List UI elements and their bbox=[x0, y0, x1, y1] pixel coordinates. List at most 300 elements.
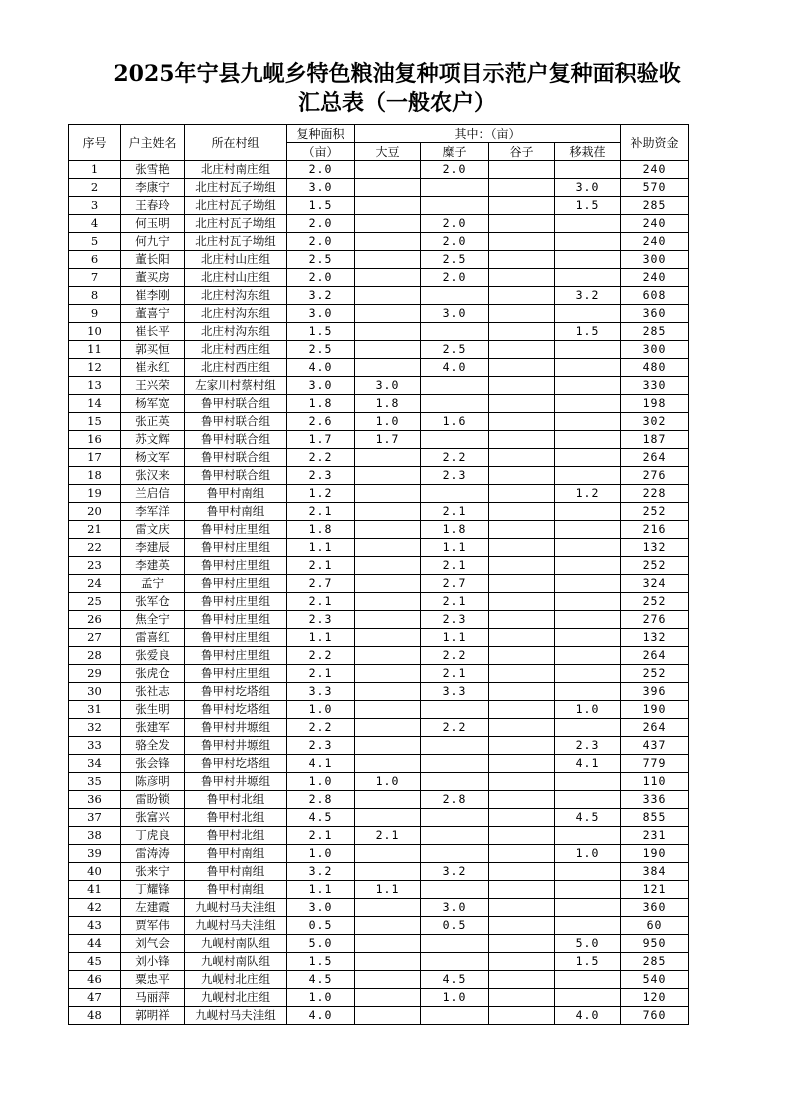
cell-group: 北庄村沟东组 bbox=[185, 305, 287, 323]
cell-transplant bbox=[555, 557, 621, 575]
cell-foxtail bbox=[489, 1007, 555, 1025]
cell-subsidy: 760 bbox=[621, 1007, 689, 1025]
cell-soy bbox=[355, 809, 421, 827]
cell-subsidy: 300 bbox=[621, 341, 689, 359]
cell-area: 2.0 bbox=[287, 215, 355, 233]
cell-soy bbox=[355, 305, 421, 323]
cell-subsidy: 276 bbox=[621, 467, 689, 485]
cell-foxtail bbox=[489, 449, 555, 467]
cell-millet: 0.5 bbox=[421, 917, 489, 935]
cell-seq: 10 bbox=[69, 323, 121, 341]
cell-subsidy: 276 bbox=[621, 611, 689, 629]
cell-area: 2.7 bbox=[287, 575, 355, 593]
cell-foxtail bbox=[489, 971, 555, 989]
cell-foxtail bbox=[489, 215, 555, 233]
cell-soy: 1.0 bbox=[355, 413, 421, 431]
cell-name: 崔长平 bbox=[121, 323, 185, 341]
cell-name: 李康宁 bbox=[121, 179, 185, 197]
cell-subsidy: 190 bbox=[621, 845, 689, 863]
cell-foxtail bbox=[489, 935, 555, 953]
cell-name: 雷文庆 bbox=[121, 521, 185, 539]
cell-name: 张军仓 bbox=[121, 593, 185, 611]
cell-millet: 2.7 bbox=[421, 575, 489, 593]
cell-name: 左建霞 bbox=[121, 899, 185, 917]
cell-soy: 2.1 bbox=[355, 827, 421, 845]
cell-seq: 42 bbox=[69, 899, 121, 917]
cell-soy bbox=[355, 755, 421, 773]
table-row bbox=[69, 377, 689, 395]
cell-transplant: 1.5 bbox=[555, 323, 621, 341]
cell-group: 九岘村马夫洼组 bbox=[185, 899, 287, 917]
cell-millet: 2.2 bbox=[421, 449, 489, 467]
cell-area: 1.5 bbox=[287, 197, 355, 215]
cell-seq: 8 bbox=[69, 287, 121, 305]
cell-foxtail bbox=[489, 593, 555, 611]
cell-millet bbox=[421, 197, 489, 215]
cell-foxtail bbox=[489, 377, 555, 395]
cell-subsidy: 264 bbox=[621, 719, 689, 737]
cell-foxtail bbox=[489, 647, 555, 665]
cell-subsidy: 336 bbox=[621, 791, 689, 809]
cell-subsidy: 252 bbox=[621, 503, 689, 521]
cell-transplant bbox=[555, 827, 621, 845]
cell-foxtail bbox=[489, 251, 555, 269]
table-row bbox=[69, 269, 689, 287]
cell-name: 雷喜红 bbox=[121, 629, 185, 647]
cell-millet: 2.8 bbox=[421, 791, 489, 809]
cell-name: 孟宁 bbox=[121, 575, 185, 593]
cell-foxtail bbox=[489, 701, 555, 719]
cell-area: 3.2 bbox=[287, 287, 355, 305]
cell-seq: 1 bbox=[69, 161, 121, 179]
cell-transplant bbox=[555, 773, 621, 791]
cell-millet bbox=[421, 935, 489, 953]
table-row bbox=[69, 179, 689, 197]
cell-seq: 3 bbox=[69, 197, 121, 215]
cell-group: 鲁甲村南组 bbox=[185, 503, 287, 521]
cell-name: 张建军 bbox=[121, 719, 185, 737]
cell-group: 九岘村马夫洼组 bbox=[185, 1007, 287, 1025]
cell-subsidy: 285 bbox=[621, 323, 689, 341]
cell-millet: 1.1 bbox=[421, 539, 489, 557]
cell-millet bbox=[421, 323, 489, 341]
table-row bbox=[69, 701, 689, 719]
cell-subsidy: 240 bbox=[621, 269, 689, 287]
cell-subsidy: 132 bbox=[621, 629, 689, 647]
cell-group: 鲁甲村庄里组 bbox=[185, 647, 287, 665]
cell-name: 张爱良 bbox=[121, 647, 185, 665]
table-row bbox=[69, 341, 689, 359]
cell-area: 2.2 bbox=[287, 449, 355, 467]
cell-transplant bbox=[555, 539, 621, 557]
cell-soy bbox=[355, 1007, 421, 1025]
cell-foxtail bbox=[489, 827, 555, 845]
cell-seq: 27 bbox=[69, 629, 121, 647]
cell-name: 李建辰 bbox=[121, 539, 185, 557]
cell-seq: 29 bbox=[69, 665, 121, 683]
table-row bbox=[69, 359, 689, 377]
cell-foxtail bbox=[489, 359, 555, 377]
cell-name: 丁虎良 bbox=[121, 827, 185, 845]
cell-foxtail bbox=[489, 755, 555, 773]
cell-seq: 28 bbox=[69, 647, 121, 665]
cell-transplant bbox=[555, 791, 621, 809]
cell-group: 北庄村沟东组 bbox=[185, 323, 287, 341]
cell-foxtail bbox=[489, 503, 555, 521]
cell-group: 鲁甲村北组 bbox=[185, 809, 287, 827]
cell-soy bbox=[355, 629, 421, 647]
cell-seq: 17 bbox=[69, 449, 121, 467]
cell-seq: 7 bbox=[69, 269, 121, 287]
cell-area: 2.2 bbox=[287, 647, 355, 665]
cell-group: 北庄村瓦子坳组 bbox=[185, 197, 287, 215]
cell-subsidy: 110 bbox=[621, 773, 689, 791]
cell-subsidy: 302 bbox=[621, 413, 689, 431]
cell-group: 北庄村西庄组 bbox=[185, 359, 287, 377]
cell-transplant bbox=[555, 647, 621, 665]
cell-subsidy: 384 bbox=[621, 863, 689, 881]
header-name: 户主姓名 bbox=[121, 125, 185, 161]
cell-group: 鲁甲村北组 bbox=[185, 791, 287, 809]
cell-seq: 22 bbox=[69, 539, 121, 557]
table-row bbox=[69, 593, 689, 611]
cell-area: 2.5 bbox=[287, 341, 355, 359]
cell-soy bbox=[355, 287, 421, 305]
table-row bbox=[69, 431, 689, 449]
cell-group: 鲁甲村庄里组 bbox=[185, 665, 287, 683]
cell-seq: 26 bbox=[69, 611, 121, 629]
table-row bbox=[69, 233, 689, 251]
cell-millet bbox=[421, 485, 489, 503]
cell-name: 刘气会 bbox=[121, 935, 185, 953]
cell-transplant: 1.2 bbox=[555, 485, 621, 503]
cell-foxtail bbox=[489, 863, 555, 881]
cell-millet: 2.2 bbox=[421, 719, 489, 737]
header-millet: 糜子 bbox=[421, 143, 489, 161]
cell-soy: 1.8 bbox=[355, 395, 421, 413]
cell-seq: 36 bbox=[69, 791, 121, 809]
cell-millet bbox=[421, 377, 489, 395]
cell-transplant bbox=[555, 575, 621, 593]
cell-foxtail bbox=[489, 161, 555, 179]
cell-name: 贾军伟 bbox=[121, 917, 185, 935]
cell-soy bbox=[355, 701, 421, 719]
cell-seq: 20 bbox=[69, 503, 121, 521]
cell-area: 1.1 bbox=[287, 881, 355, 899]
table-row bbox=[69, 485, 689, 503]
cell-name: 丁耀锋 bbox=[121, 881, 185, 899]
cell-area: 1.8 bbox=[287, 521, 355, 539]
cell-millet: 2.1 bbox=[421, 665, 489, 683]
cell-seq: 32 bbox=[69, 719, 121, 737]
cell-area: 1.5 bbox=[287, 323, 355, 341]
cell-subsidy: 187 bbox=[621, 431, 689, 449]
cell-millet: 2.0 bbox=[421, 269, 489, 287]
header-among: 其中：（亩） bbox=[355, 125, 621, 143]
table-row bbox=[69, 647, 689, 665]
cell-group: 北庄村瓦子坳组 bbox=[185, 233, 287, 251]
table-row bbox=[69, 413, 689, 431]
table-row bbox=[69, 881, 689, 899]
cell-millet: 2.0 bbox=[421, 215, 489, 233]
cell-group: 九岘村南队组 bbox=[185, 935, 287, 953]
cell-millet: 3.3 bbox=[421, 683, 489, 701]
cell-soy bbox=[355, 269, 421, 287]
cell-group: 鲁甲村井塬组 bbox=[185, 737, 287, 755]
cell-group: 鲁甲村庄里组 bbox=[185, 611, 287, 629]
cell-seq: 2 bbox=[69, 179, 121, 197]
cell-name: 张雪艳 bbox=[121, 161, 185, 179]
cell-transplant bbox=[555, 863, 621, 881]
cell-area: 2.2 bbox=[287, 719, 355, 737]
cell-soy bbox=[355, 323, 421, 341]
cell-name: 杨军宽 bbox=[121, 395, 185, 413]
cell-area: 4.5 bbox=[287, 809, 355, 827]
cell-subsidy: 437 bbox=[621, 737, 689, 755]
cell-group: 鲁甲村圪塔组 bbox=[185, 701, 287, 719]
cell-seq: 41 bbox=[69, 881, 121, 899]
cell-subsidy: 264 bbox=[621, 647, 689, 665]
cell-foxtail bbox=[489, 521, 555, 539]
cell-foxtail bbox=[489, 233, 555, 251]
cell-group: 鲁甲村南组 bbox=[185, 881, 287, 899]
cell-foxtail bbox=[489, 989, 555, 1007]
cell-area: 2.8 bbox=[287, 791, 355, 809]
header-soy: 大豆 bbox=[355, 143, 421, 161]
cell-group: 鲁甲村联合组 bbox=[185, 467, 287, 485]
cell-seq: 15 bbox=[69, 413, 121, 431]
cell-foxtail bbox=[489, 485, 555, 503]
cell-area: 1.0 bbox=[287, 773, 355, 791]
cell-foxtail bbox=[489, 773, 555, 791]
cell-foxtail bbox=[489, 917, 555, 935]
cell-soy bbox=[355, 197, 421, 215]
cell-millet bbox=[421, 1007, 489, 1025]
cell-name: 兰启信 bbox=[121, 485, 185, 503]
cell-name: 雷涛涛 bbox=[121, 845, 185, 863]
cell-seq: 38 bbox=[69, 827, 121, 845]
table-row bbox=[69, 989, 689, 1007]
header-area: 复种面积 bbox=[287, 125, 355, 143]
cell-group: 鲁甲村庄里组 bbox=[185, 539, 287, 557]
cell-name: 张来宁 bbox=[121, 863, 185, 881]
cell-millet: 4.0 bbox=[421, 359, 489, 377]
cell-subsidy: 190 bbox=[621, 701, 689, 719]
cell-subsidy: 216 bbox=[621, 521, 689, 539]
cell-soy bbox=[355, 449, 421, 467]
table-row bbox=[69, 845, 689, 863]
cell-transplant: 2.3 bbox=[555, 737, 621, 755]
table-row bbox=[69, 791, 689, 809]
cell-subsidy: 360 bbox=[621, 305, 689, 323]
cell-name: 何玉明 bbox=[121, 215, 185, 233]
cell-foxtail bbox=[489, 953, 555, 971]
cell-name: 董买房 bbox=[121, 269, 185, 287]
cell-transplant bbox=[555, 629, 621, 647]
table-row bbox=[69, 611, 689, 629]
cell-subsidy: 300 bbox=[621, 251, 689, 269]
cell-transplant bbox=[555, 251, 621, 269]
table-row bbox=[69, 917, 689, 935]
cell-name: 王兴荣 bbox=[121, 377, 185, 395]
cell-area: 2.1 bbox=[287, 665, 355, 683]
cell-millet bbox=[421, 827, 489, 845]
cell-millet bbox=[421, 395, 489, 413]
cell-transplant bbox=[555, 593, 621, 611]
cell-subsidy: 480 bbox=[621, 359, 689, 377]
table-row bbox=[69, 215, 689, 233]
cell-foxtail bbox=[489, 791, 555, 809]
cell-group: 鲁甲村联合组 bbox=[185, 395, 287, 413]
table-row bbox=[69, 935, 689, 953]
cell-transplant bbox=[555, 359, 621, 377]
cell-name: 李军洋 bbox=[121, 503, 185, 521]
cell-group: 北庄村瓦子坳组 bbox=[185, 179, 287, 197]
cell-group: 北庄村西庄组 bbox=[185, 341, 287, 359]
table-row bbox=[69, 629, 689, 647]
cell-seq: 25 bbox=[69, 593, 121, 611]
cell-area: 2.1 bbox=[287, 827, 355, 845]
cell-transplant bbox=[555, 467, 621, 485]
cell-group: 鲁甲村北组 bbox=[185, 827, 287, 845]
cell-group: 北庄村山庄组 bbox=[185, 269, 287, 287]
cell-transplant bbox=[555, 989, 621, 1007]
cell-seq: 24 bbox=[69, 575, 121, 593]
table-row bbox=[69, 773, 689, 791]
cell-area: 2.0 bbox=[287, 161, 355, 179]
cell-soy bbox=[355, 665, 421, 683]
cell-seq: 14 bbox=[69, 395, 121, 413]
cell-subsidy: 132 bbox=[621, 539, 689, 557]
report-subtitle: 汇总表（一般农户） bbox=[297, 90, 496, 116]
cell-group: 鲁甲村圪塔组 bbox=[185, 683, 287, 701]
table-row bbox=[69, 683, 689, 701]
table-row bbox=[69, 395, 689, 413]
cell-subsidy: 396 bbox=[621, 683, 689, 701]
cell-subsidy: 570 bbox=[621, 179, 689, 197]
cell-area: 3.2 bbox=[287, 863, 355, 881]
cell-transplant: 4.5 bbox=[555, 809, 621, 827]
cell-name: 李建英 bbox=[121, 557, 185, 575]
cell-foxtail bbox=[489, 179, 555, 197]
table-row bbox=[69, 899, 689, 917]
cell-soy bbox=[355, 575, 421, 593]
table-row bbox=[69, 863, 689, 881]
cell-name: 陈彦明 bbox=[121, 773, 185, 791]
cell-area: 2.6 bbox=[287, 413, 355, 431]
cell-subsidy: 252 bbox=[621, 593, 689, 611]
cell-seq: 34 bbox=[69, 755, 121, 773]
cell-seq: 18 bbox=[69, 467, 121, 485]
cell-group: 鲁甲村圪塔组 bbox=[185, 755, 287, 773]
cell-seq: 13 bbox=[69, 377, 121, 395]
cell-subsidy: 240 bbox=[621, 215, 689, 233]
cell-foxtail bbox=[489, 737, 555, 755]
cell-subsidy: 330 bbox=[621, 377, 689, 395]
cell-millet: 4.5 bbox=[421, 971, 489, 989]
cell-area: 1.5 bbox=[287, 953, 355, 971]
cell-subsidy: 252 bbox=[621, 665, 689, 683]
cell-seq: 23 bbox=[69, 557, 121, 575]
table-row bbox=[69, 755, 689, 773]
cell-millet bbox=[421, 737, 489, 755]
cell-transplant: 1.0 bbox=[555, 845, 621, 863]
cell-area: 2.5 bbox=[287, 251, 355, 269]
table-row bbox=[69, 449, 689, 467]
cell-transplant bbox=[555, 719, 621, 737]
cell-name: 雷盼锁 bbox=[121, 791, 185, 809]
cell-millet bbox=[421, 431, 489, 449]
table-row bbox=[69, 305, 689, 323]
cell-millet bbox=[421, 701, 489, 719]
cell-transplant: 3.2 bbox=[555, 287, 621, 305]
table-row bbox=[69, 809, 689, 827]
cell-seq: 19 bbox=[69, 485, 121, 503]
cell-millet: 2.5 bbox=[421, 251, 489, 269]
cell-group: 鲁甲村南组 bbox=[185, 485, 287, 503]
cell-group: 鲁甲村联合组 bbox=[185, 413, 287, 431]
cell-soy: 1.0 bbox=[355, 773, 421, 791]
table-row bbox=[69, 161, 689, 179]
cell-subsidy: 228 bbox=[621, 485, 689, 503]
cell-soy bbox=[355, 953, 421, 971]
cell-seq: 44 bbox=[69, 935, 121, 953]
cell-seq: 30 bbox=[69, 683, 121, 701]
cell-millet bbox=[421, 845, 489, 863]
cell-area: 1.1 bbox=[287, 629, 355, 647]
cell-foxtail bbox=[489, 467, 555, 485]
cell-area: 4.0 bbox=[287, 359, 355, 377]
cell-seq: 48 bbox=[69, 1007, 121, 1025]
cell-millet: 2.3 bbox=[421, 467, 489, 485]
cell-transplant bbox=[555, 881, 621, 899]
table-row bbox=[69, 539, 689, 557]
cell-soy bbox=[355, 971, 421, 989]
cell-subsidy: 231 bbox=[621, 827, 689, 845]
cell-millet: 2.5 bbox=[421, 341, 489, 359]
cell-seq: 9 bbox=[69, 305, 121, 323]
cell-area: 1.1 bbox=[287, 539, 355, 557]
cell-soy bbox=[355, 341, 421, 359]
cell-millet: 3.0 bbox=[421, 305, 489, 323]
header-subsidy: 补助资金 bbox=[621, 125, 689, 161]
cell-transplant bbox=[555, 413, 621, 431]
cell-subsidy: 240 bbox=[621, 233, 689, 251]
cell-foxtail bbox=[489, 323, 555, 341]
cell-transplant bbox=[555, 269, 621, 287]
cell-area: 4.5 bbox=[287, 971, 355, 989]
cell-name: 马丽萍 bbox=[121, 989, 185, 1007]
cell-transplant bbox=[555, 665, 621, 683]
cell-area: 1.8 bbox=[287, 395, 355, 413]
cell-name: 刘小锋 bbox=[121, 953, 185, 971]
cell-group: 九岘村北庄组 bbox=[185, 971, 287, 989]
cell-soy bbox=[355, 791, 421, 809]
cell-group: 北庄村南庄组 bbox=[185, 161, 287, 179]
table-row bbox=[69, 323, 689, 341]
cell-soy bbox=[355, 935, 421, 953]
cell-foxtail bbox=[489, 683, 555, 701]
cell-millet: 1.0 bbox=[421, 989, 489, 1007]
cell-subsidy: 608 bbox=[621, 287, 689, 305]
cell-soy: 1.1 bbox=[355, 881, 421, 899]
cell-subsidy: 252 bbox=[621, 557, 689, 575]
cell-subsidy: 540 bbox=[621, 971, 689, 989]
cell-millet bbox=[421, 179, 489, 197]
cell-seq: 45 bbox=[69, 953, 121, 971]
cell-foxtail bbox=[489, 575, 555, 593]
cell-area: 1.0 bbox=[287, 845, 355, 863]
